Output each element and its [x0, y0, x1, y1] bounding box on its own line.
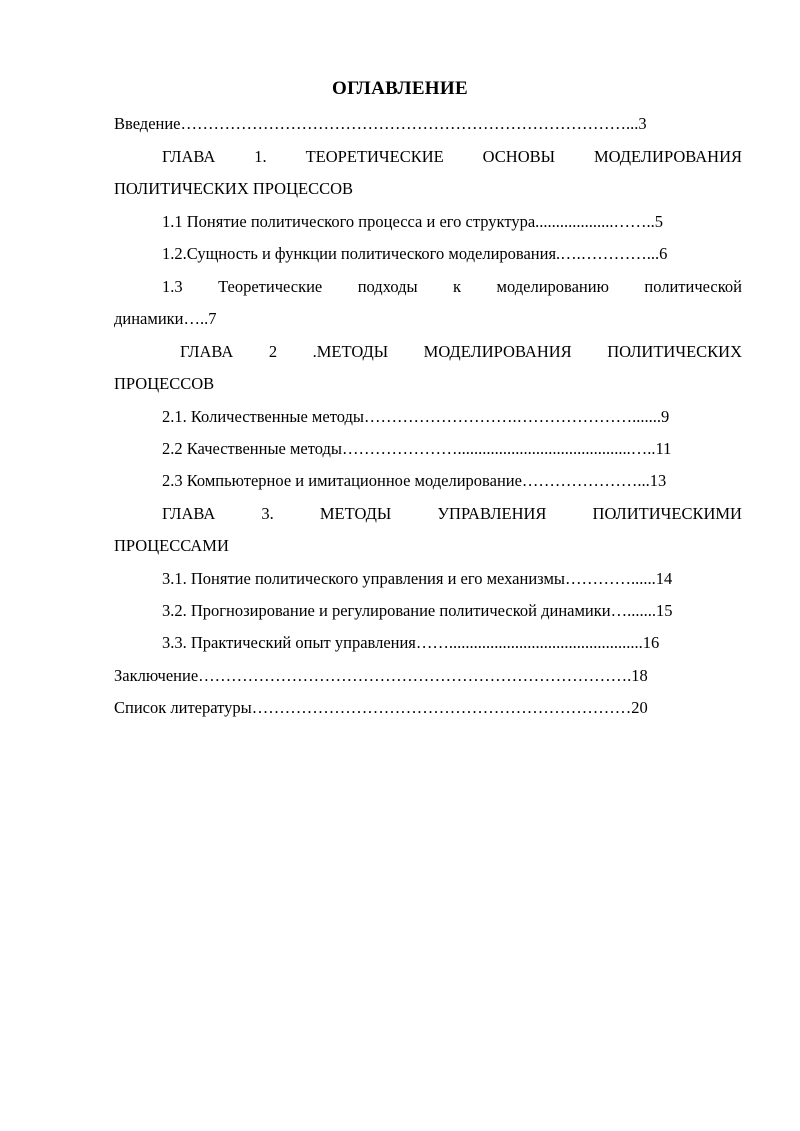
word: ГЛАВА — [180, 342, 234, 361]
word: ГЛАВА — [162, 504, 216, 523]
word: подходы — [357, 277, 418, 296]
word: ГЛАВА — [162, 147, 216, 166]
word: к — [453, 277, 462, 296]
toc-entry-3-3: 3.3. Практический опыт управления……...............................................16 — [162, 633, 660, 652]
toc-entry-1-3-line-2: динамики…..7 — [114, 309, 217, 328]
toc-entry-2-3: 2.3 Компьютерное и имитационное моделирование…………………...13 — [162, 471, 667, 490]
word: моделированию — [496, 277, 609, 296]
page-title: ОГЛАВЛЕНИЕ — [332, 78, 468, 99]
word: МЕТОДЫ — [319, 504, 392, 523]
toc-chapter-2-line-2: ПРОЦЕССОВ — [114, 374, 215, 393]
toc-chapter-1-line-1 — [162, 146, 742, 168]
word: 3. — [261, 504, 274, 523]
toc-entry-introduction: Введение………………………………………………………………………...3 — [114, 114, 647, 133]
toc-entry-2-2: 2.2 Качественные методы…………………..........................................…..11 — [162, 439, 672, 458]
word: УПРАВЛЕНИЯ — [437, 504, 547, 523]
word: МОДЕЛИРОВАНИЯ — [423, 342, 572, 361]
word: ПОЛИТИЧЕСКИМИ — [592, 504, 742, 523]
word: 1. — [254, 147, 267, 166]
toc-chapter-1-line-2: ПОЛИТИЧЕСКИХ ПРОЦЕССОВ — [114, 179, 354, 198]
word: 1.3 — [162, 277, 183, 296]
word: ОСНОВЫ — [482, 147, 556, 166]
toc-chapter-3-line-1 — [162, 503, 742, 525]
word: 2 — [268, 342, 278, 361]
word: политической — [644, 277, 742, 296]
word: .МЕТОДЫ — [312, 342, 389, 361]
word: ПОЛИТИЧЕСКИХ — [607, 342, 742, 361]
word: Теоретические — [218, 277, 323, 296]
toc-entry-2-1: 2.1. Количественные методы……………………….………………….......9 — [162, 407, 670, 426]
toc-chapter-2-line-1 — [180, 341, 742, 363]
toc-entry-3-2: 3.2. Прогнозирование и регулирование политической динамики….......15 — [162, 601, 673, 620]
toc-entry-1-1: 1.1 Понятие политического процесса и его структура...................……..5 — [162, 212, 664, 231]
word: МОДЕЛИРОВАНИЯ — [593, 147, 742, 166]
toc-entry-1-3-line-1 — [162, 276, 742, 298]
toc-entry-conclusion: Заключение…………………………………………………………………….18 — [114, 666, 648, 685]
toc-chapter-3-line-2: ПРОЦЕССАМИ — [114, 536, 229, 555]
toc-entry-3-1: 3.1. Понятие политического управления и его механизмы…………......14 — [162, 569, 673, 588]
toc-entry-references: Список литературы……………………………………………………………20 — [114, 698, 648, 717]
toc-entry-1-2: 1.2.Сущность и функции политического моделирования.….…………...6 — [162, 244, 668, 263]
word: ТЕОРЕТИЧЕСКИЕ — [305, 147, 444, 166]
